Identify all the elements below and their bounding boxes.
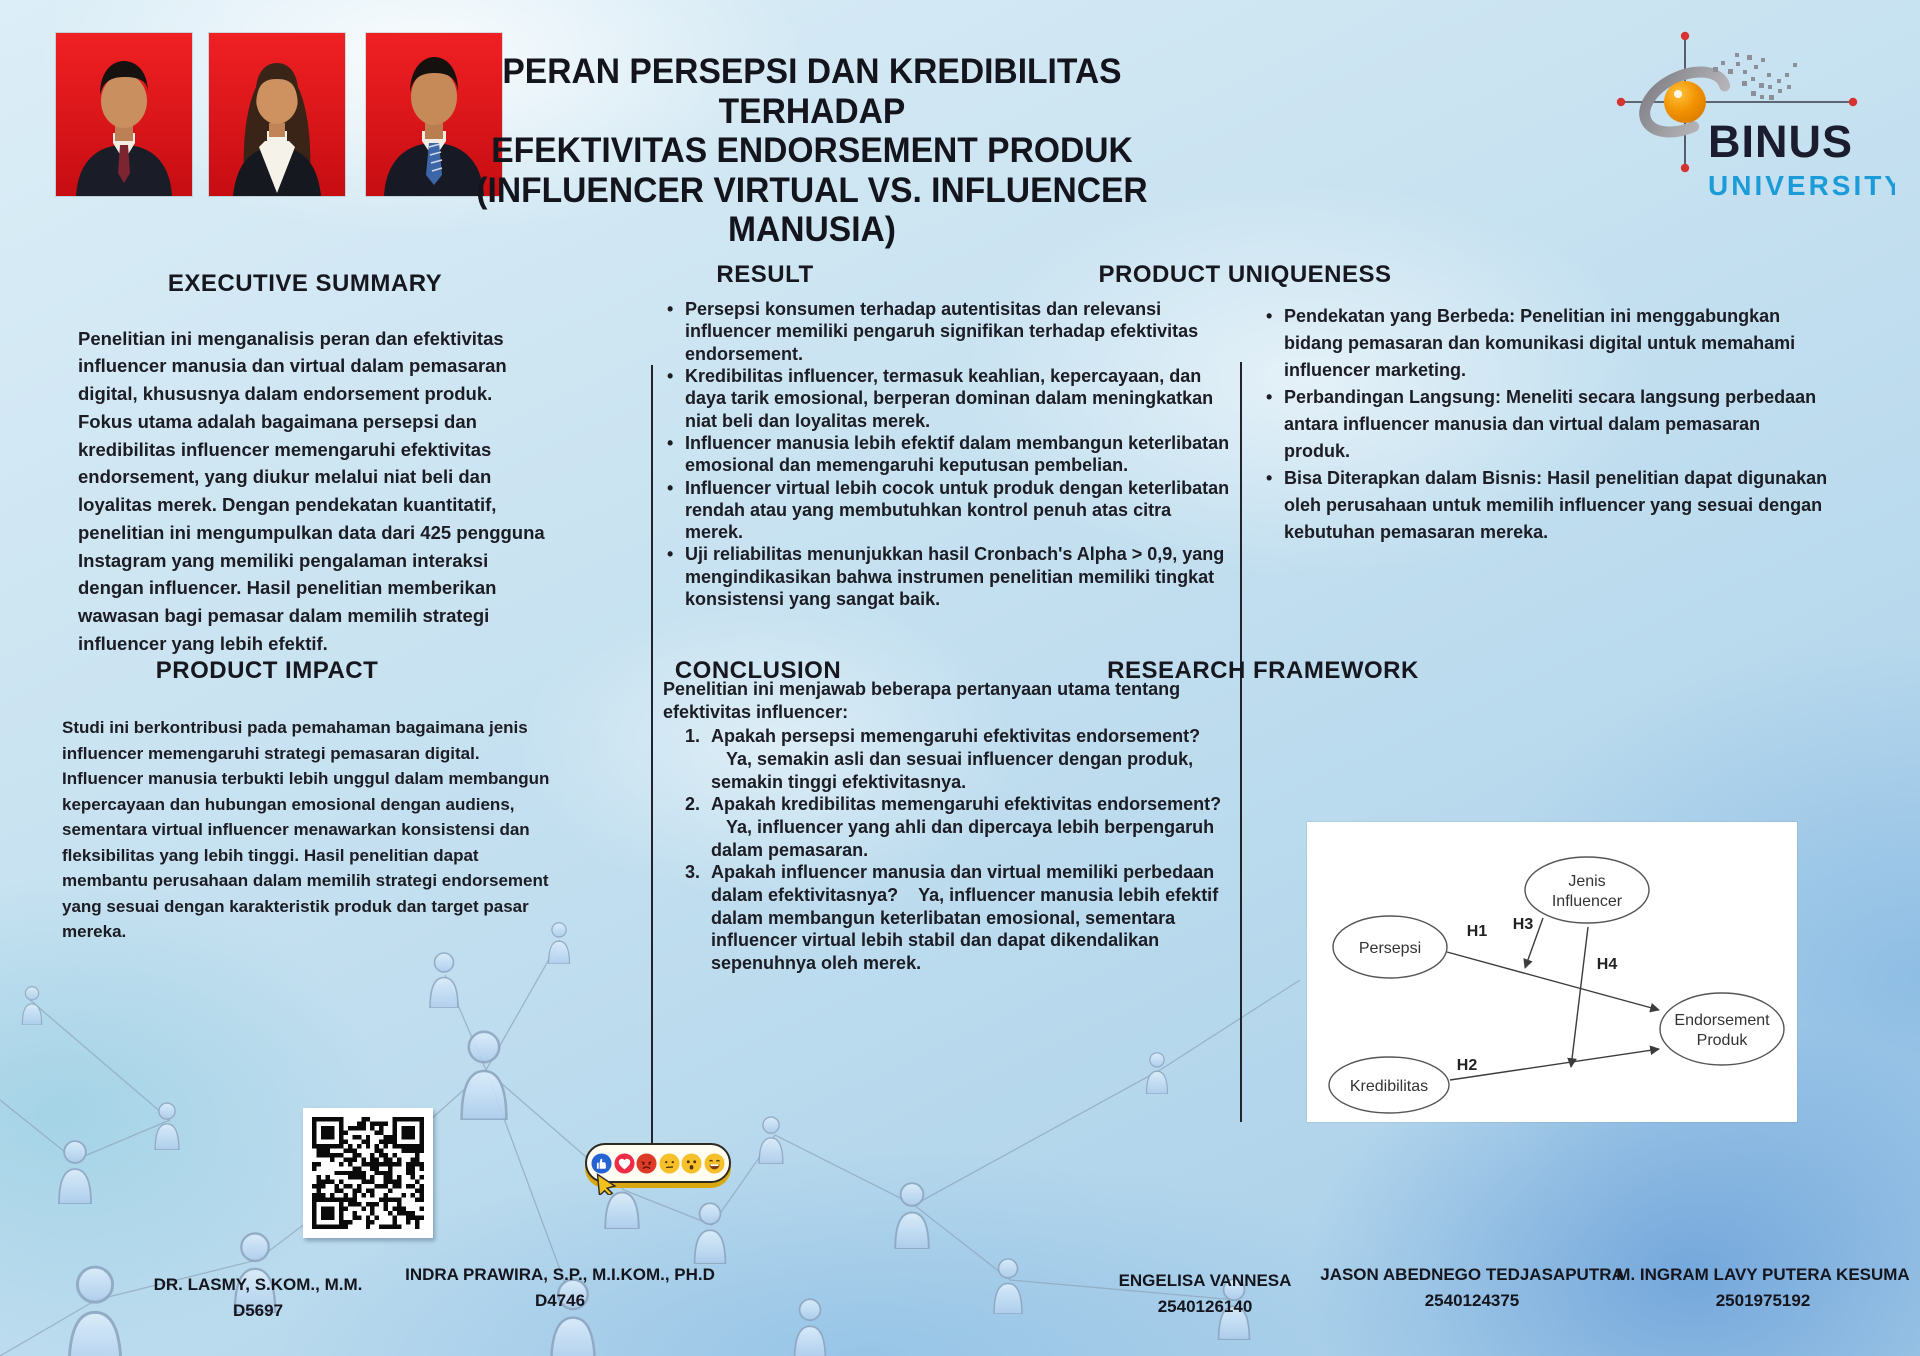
unamused-icon bbox=[659, 1153, 680, 1174]
laughing-icon bbox=[704, 1153, 725, 1174]
hypothesis-label-h3: H3 bbox=[1512, 916, 1534, 933]
heading-product-impact: PRODUCT IMPACT bbox=[155, 656, 379, 684]
node-label: Endorsement bbox=[1674, 1012, 1770, 1029]
hypothesis-label-h1: H1 bbox=[1466, 923, 1488, 940]
executive-summary-text: Penelitian ini menganalisis peran dan efektivitas influencer manusia dan virtual dalam pemasaran digital, khususnya dalam endorsement produk. Fokus utama adalah bagaimana persepsi dan kredibilitas influencer memengaruhi efektivitas endorsement, yang diukur melalui niat beli dan loyalitas merek. Dengan pendekatan kuantitatif, penelitian ini mengumpulkan data dari 425 pengguna Instagram yang memiliki pengalaman interaksi dengan influencer. Hasil penelitian memberikan wawasan bagi pemasar dalam memilih strategi influencer yang lebih efektif. bbox=[78, 327, 545, 654]
node-label: Produk bbox=[1696, 1032, 1748, 1049]
node-endorsement-produk bbox=[1660, 993, 1784, 1065]
column-divider-right bbox=[1240, 362, 1242, 1122]
arrow-h2 bbox=[1450, 1049, 1659, 1080]
result-item: • Uji reliabilitas menunjukkan hasil Cronbach's Alpha > 0,9, yang mengindikasikan bahwa instrumen penelitian memiliki tingkat konsistensi yang sangat baik. bbox=[663, 543, 1231, 610]
footer-person-3 bbox=[1119, 1268, 1292, 1321]
person-name-text: INDRA PRAWIRA, S.P., M.I.KOM., PH.D bbox=[405, 1265, 715, 1284]
hypothesis-label-h2: H2 bbox=[1456, 1057, 1478, 1074]
qr-code bbox=[303, 1108, 433, 1238]
astonished-icon bbox=[681, 1153, 702, 1174]
person-id-text: 2540124375 bbox=[1424, 1291, 1520, 1311]
author-photo-2 bbox=[209, 33, 345, 196]
result-item: • Influencer virtual lebih cocok untuk produk dengan keterlibatan rendah atau yang membutuhkan kontrol penuh atas citra merek. bbox=[663, 477, 1231, 544]
product-uniqueness-list bbox=[1262, 303, 1830, 546]
logo-binus-text: BINUS bbox=[1708, 116, 1854, 167]
node-label: Kredibilitas bbox=[1349, 1078, 1429, 1095]
poster-title-line3: (INFLUENCER VIRTUAL VS. INFLUENCER MANUSIA) bbox=[476, 170, 1148, 250]
result-item: • Kredibilitas influencer, termasuk keahlian, kepercayaan, dan daya tarik emosional, berperan dominan dalam meningkatkan niat beli dan loyalitas merek. bbox=[663, 365, 1231, 432]
uniqueness-item: • Perbandingan Langsung: Meneliti secara langsung perbedaan antara influencer manusia dan virtual dalam pemasaran produk. bbox=[1262, 384, 1830, 465]
heading-conclusion: CONCLUSION bbox=[674, 656, 842, 684]
footer-person-1 bbox=[154, 1272, 363, 1325]
person-name-text: ENGELISA VANNESA bbox=[1118, 1271, 1292, 1290]
uniqueness-item: • Bisa Diterapkan dalam Bisnis: Hasil penelitian dapat digunakan oleh perusahaan untuk memilih influencer yang sesuai dengan kebutuhan pemasaran mereka. bbox=[1262, 465, 1830, 546]
arrow-h4 bbox=[1571, 927, 1588, 1067]
conclusion-item: Apakah kredibilitas memengaruhi efektivitas endorsement? Ya, influencer yang ahli dan dipercaya lebih berpengaruh dalam pemasaran. bbox=[711, 794, 1222, 860]
person-name-text: DR. LASMY, S.KOM., M.M. bbox=[153, 1275, 363, 1294]
uniqueness-item: • Pendekatan yang Berbeda: Penelitian ini menggabungkan bidang pemasaran dan komunikasi digital untuk memahami influencer marketing. bbox=[1262, 303, 1830, 384]
column-divider-left bbox=[651, 365, 653, 1150]
arrow-h1 bbox=[1447, 952, 1659, 1010]
result-item: • Influencer manusia lebih efektif dalam membangun keterlibatan emosional dan memengaruhi keputusan pembelian. bbox=[663, 432, 1231, 477]
footer-person-2 bbox=[405, 1262, 715, 1315]
heading-result: RESULT bbox=[716, 260, 814, 288]
footer-person-4 bbox=[1320, 1262, 1624, 1315]
reaction-bar-illustration bbox=[585, 1143, 731, 1183]
person-id-text: 2501975192 bbox=[1715, 1291, 1811, 1311]
heading-executive-summary: EXECUTIVE SUMMARY bbox=[167, 269, 443, 297]
result-item: • Persepsi konsumen terhadap autentisitas dan relevansi influencer memiliki pengaruh signifikan terhadap efektivitas endorsement. bbox=[663, 298, 1231, 365]
cursor-icon bbox=[595, 1171, 617, 1195]
result-list bbox=[663, 298, 1231, 610]
node-jenis-influencer bbox=[1525, 857, 1649, 923]
heading-research-framework: RESEARCH FRAMEWORK bbox=[1107, 656, 1419, 684]
node-label: Influencer bbox=[1551, 893, 1623, 910]
conclusion-item: Apakah influencer manusia dan virtual memiliki perbedaan dalam efektivitasnya? Ya, influencer manusia lebih efektif dalam membangun keterlibatan emosional, sementara influencer virtual lebih stabil dan dapat dikendalikan sepenuhnya oleh merek. bbox=[711, 862, 1219, 974]
product-impact-text: Studi ini berkontribusi pada pemahaman bagaimana jenis influencer memengaruhi strategi pemasaran digital. Influencer manusia terbukti lebih unggul dalam membangun kepercayaan dan hubungan emosional dengan audiens, sementara virtual influencer menawarkan konsistensi dan fleksibilitas yang lebih tinggi. Hasil penelitian dapat membantu perusahaan dalam memilih strategi endorsement yang sesuai dengan karakteristik produk dan target pasar mereka. bbox=[62, 718, 550, 941]
conclusion-intro: Penelitian ini menjawab beberapa pertanyaan utama tentang efektivitas influencer: bbox=[663, 679, 1181, 722]
footer-person-5 bbox=[1616, 1262, 1909, 1315]
binus-university-logo bbox=[1595, 25, 1895, 210]
conclusion-block bbox=[663, 678, 1235, 975]
author-photo-1 bbox=[56, 33, 192, 196]
node-label: Jenis bbox=[1568, 873, 1606, 890]
angry-icon bbox=[636, 1153, 657, 1174]
person-id-text: D4746 bbox=[534, 1291, 586, 1311]
poster-title-line1: PERAN PERSEPSI DAN KREDIBILITAS TERHADAP bbox=[502, 52, 1122, 131]
person-id-text: D5697 bbox=[232, 1301, 284, 1321]
poster-title bbox=[457, 52, 1167, 250]
logo-university-text: UNIVERSITY bbox=[1708, 170, 1895, 201]
hypothesis-label-h4: H4 bbox=[1596, 956, 1618, 973]
poster-title-line2: EFEKTIVITAS ENDORSEMENT PRODUK bbox=[491, 131, 1133, 171]
person-id-text: 2540126140 bbox=[1157, 1297, 1253, 1317]
person-name-text: M. INGRAM LAVY PUTERA KESUMA bbox=[1616, 1265, 1910, 1284]
research-framework-diagram bbox=[1307, 822, 1797, 1122]
node-label: Persepsi bbox=[1358, 940, 1422, 957]
heading-product-uniqueness: PRODUCT UNIQUENESS bbox=[1098, 260, 1392, 288]
person-name-text: JASON ABEDNEGO TEDJASAPUTRA bbox=[1320, 1265, 1624, 1284]
conclusion-item: Apakah persepsi memengaruhi efektivitas endorsement? Ya, semakin asli dan sesuai influencer dengan produk, semakin tinggi efektivitasnya. bbox=[711, 726, 1201, 792]
